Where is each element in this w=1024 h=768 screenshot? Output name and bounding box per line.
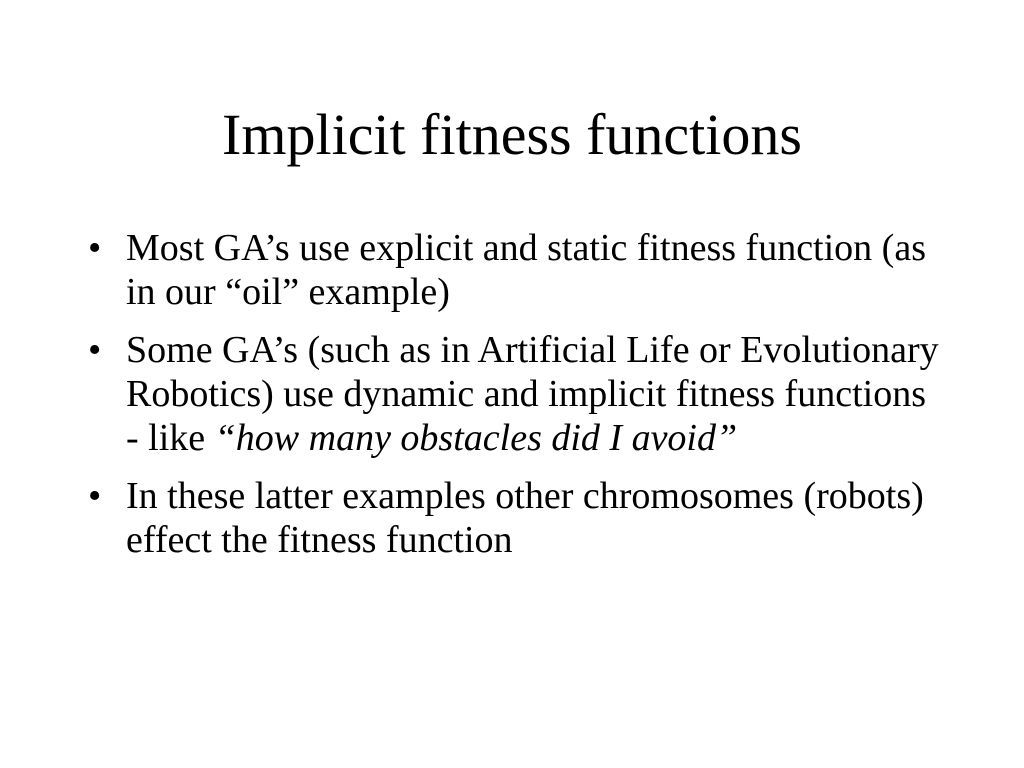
bullet-item bbox=[88, 226, 948, 314]
slide-title: Implicit fitness functions bbox=[222, 102, 802, 167]
bullet-item bbox=[88, 474, 948, 562]
bullet-text: Some GA’s (such as in Artificial Life or Evolutionary Robotics) use dynamic and implicit fitness functions - like bbox=[126, 329, 939, 459]
bullet-icon: • bbox=[88, 227, 102, 269]
bullet-text: In these latter examples other chromosomes (robots) effect the fitness function bbox=[126, 475, 924, 561]
bullet-icon: • bbox=[88, 475, 102, 517]
bullet-icon: • bbox=[88, 329, 102, 371]
bullet-list bbox=[88, 226, 948, 576]
bullet-text: Most GA’s use explicit and static fitness function (as in our “oil” example) bbox=[126, 227, 926, 313]
bullet-italic-quote: “how many obstacles did I avoid” bbox=[214, 417, 738, 459]
bullet-item bbox=[88, 328, 948, 460]
